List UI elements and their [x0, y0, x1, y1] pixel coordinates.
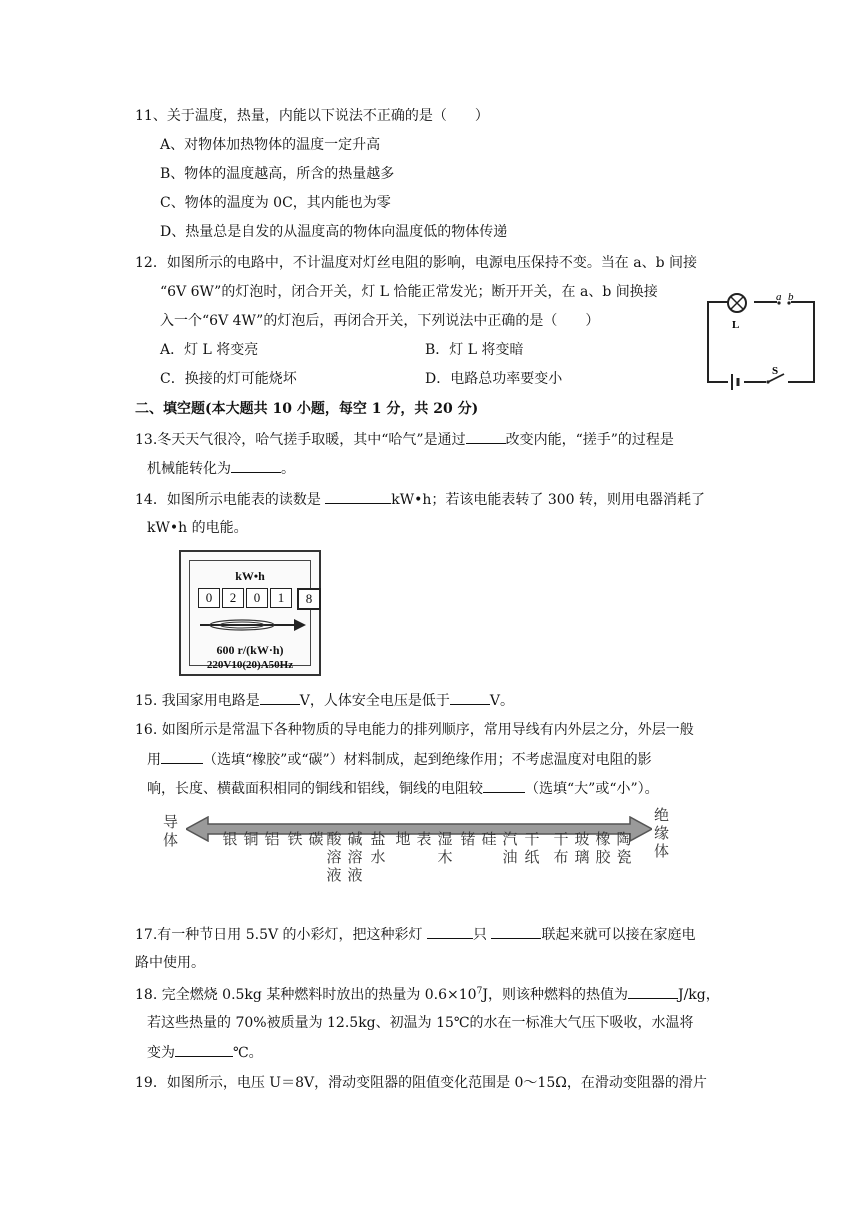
conductor-label-char: 体 [163, 831, 179, 849]
material-char: 木 [437, 848, 453, 866]
material-char: 硅 [481, 830, 497, 848]
meter-unit: kW•h [235, 569, 265, 583]
q11-option-a: A、对物体加热物体的温度一定升高 [160, 137, 381, 153]
insulator-label-char: 绝 [654, 806, 670, 824]
q18-text-a: 18. 完全燃烧 0.5kg 某种燃料时放出的热量为 0.6×10 [135, 987, 477, 1003]
q16-line1: 16. 如图所示是常温下各种物质的导电能力的排列顺序，常用导线有内外层之分，外层一般 [135, 722, 694, 738]
material-char: 锗 [460, 830, 476, 848]
q14-line2: kW•h 的电能。 [147, 520, 248, 536]
meter-revolutions: 600 r/(kW·h) [216, 643, 284, 657]
q16-text-d: （选填“大”或“小”）。 [525, 781, 659, 797]
material-label [287, 830, 303, 848]
terminal-a-label: a [776, 291, 782, 303]
material-label [243, 830, 259, 848]
material-char: 干 [553, 830, 569, 848]
q17-line2: 路中使用。 [135, 955, 205, 971]
q16-text-c: 响，长度、横截面积相同的铜线和铝线，铜线的电阻较 [147, 781, 483, 797]
q18-line3 [147, 1042, 263, 1063]
material-label [616, 830, 632, 866]
material-char: 表 [416, 830, 432, 848]
conductor-label [163, 813, 178, 849]
q18-blank-1[interactable] [628, 984, 678, 999]
material-char: 碱 [347, 830, 363, 848]
material-char: 地 [395, 830, 411, 848]
q18-line1 [135, 984, 720, 1005]
material-char: 璃 [574, 848, 590, 866]
material-char: 布 [553, 848, 569, 866]
q16-line2 [147, 749, 652, 770]
q12-circuit-diagram [700, 290, 824, 390]
q13-text-d: 。 [281, 461, 295, 477]
meter-spec: 220V10(20)A50Hz [206, 659, 294, 671]
q11-stem: 11、关于温度，热量，内能以下说法不正确的是（ ） [135, 108, 489, 124]
q13-text-b: 改变内能，“搓手”的过程是 [505, 432, 674, 448]
material-char: 橡 [595, 830, 611, 848]
material-char: 铜 [243, 830, 259, 848]
material-label [416, 830, 432, 848]
material-char: 玻 [574, 830, 590, 848]
q18-exponent: 7 [476, 986, 483, 997]
material-char: 干 [524, 830, 540, 848]
q12-option-c: C．换接的灯可能烧坏 [160, 371, 297, 387]
q14-blank-1[interactable] [325, 489, 391, 504]
material-char: 胶 [595, 848, 611, 866]
q13-text-a: 13.冬天天气很冷，哈气搓手取暖，其中“哈气”是通过 [135, 432, 466, 448]
meter-digit: 2 [222, 588, 244, 608]
meter-rotor-icon [194, 615, 310, 635]
insulator-label-char: 缘 [654, 824, 670, 842]
q16-line3 [147, 778, 659, 799]
q12-option-a: A．灯 L 将变亮 [160, 342, 259, 358]
q15-text-a: 15. 我国家用电路是 [135, 693, 260, 709]
q11-option-d: D、热量总是自发的从温度高的物体向温度低的物体传递 [160, 224, 508, 240]
q19-line1: 19．如图所示，电压 U＝8V，滑动变阻器的阻值变化范围是 0～15Ω，在滑动变阻器的滑片 [135, 1075, 707, 1091]
terminal-b-label: b [788, 291, 794, 303]
q16-blank-1[interactable] [161, 749, 203, 764]
q11-option-c-tail: C，其内能也为零 [282, 195, 391, 211]
material-label [502, 830, 518, 866]
material-char: 液 [347, 866, 363, 884]
q18-text-e: ℃。 [233, 1045, 263, 1061]
material-char: 瓷 [616, 848, 632, 866]
material-char: 铝 [264, 830, 280, 848]
meter-digit-decimal: 8 [297, 588, 321, 610]
q17-blank-1[interactable] [427, 924, 473, 939]
material-label [595, 830, 611, 866]
section-2-title: 二、填空题(本大题共 10 小题，每空 1 分，共 20 分) [135, 401, 479, 417]
meter-digits [198, 588, 323, 610]
material-char: 纸 [524, 848, 540, 866]
material-char: 碳 [308, 830, 324, 848]
material-char: 银 [222, 830, 238, 848]
q14-text-b: kW•h；若该电能表转了 300 转，则用电器消耗了 [391, 492, 706, 508]
material-label [370, 830, 386, 866]
q18-text-d: 变为 [147, 1045, 175, 1061]
q11-option-b: B、物体的温度越高，所含的热量越多 [160, 166, 395, 182]
q12-line1: 12．如图所示的电路中，不计温度对灯丝电阻的影响，电源电压保持不变。当在 a、b 间接 [135, 255, 698, 271]
q13-line1 [135, 429, 674, 450]
q13-blank-1[interactable] [466, 429, 506, 444]
q11-option-c [160, 193, 391, 213]
material-label [347, 830, 363, 884]
material-char: 油 [502, 848, 518, 866]
q17-line1 [135, 924, 695, 945]
q15-blank-2[interactable] [450, 690, 490, 705]
material-label [460, 830, 476, 848]
q15-line [135, 690, 514, 711]
q12-line2: “6V 6W”的灯泡时，闭合开关，灯 L 恰能正常发光；断开开关，在 a、b 间换接 [160, 284, 658, 300]
conductor-label-char: 导 [163, 813, 179, 831]
q18-text-b: J，则该种燃料的热值为 [482, 987, 628, 1003]
material-label [481, 830, 497, 848]
lamp-label: L [732, 319, 740, 331]
material-label [308, 830, 324, 848]
q12-option-d: D．电路总功率要变小 [425, 371, 563, 387]
q16-blank-2[interactable] [483, 778, 525, 793]
q14-line1 [135, 489, 705, 510]
material-label [264, 830, 280, 848]
material-char: 酸 [326, 830, 342, 848]
material-char: 汽 [502, 830, 518, 848]
meter-digit: 0 [198, 588, 220, 608]
material-label [326, 830, 342, 884]
q17-blank-2[interactable] [491, 924, 541, 939]
q15-text-b: V，人体安全电压是低于 [299, 693, 450, 709]
q13-line2 [147, 458, 295, 479]
q13-text-c: 机械能转化为 [147, 461, 231, 477]
q18-blank-2[interactable] [175, 1042, 233, 1057]
material-label [222, 830, 238, 848]
q13-blank-2[interactable] [231, 458, 281, 473]
insulator-label [654, 806, 669, 860]
q17-text-c: 联起来就可以接在家庭电 [541, 927, 696, 943]
meter-digit: 0 [246, 588, 268, 608]
q12-line3: 入一个“6V 4W”的灯泡后，再闭合开关，下列说法中正确的是（ ） [160, 313, 600, 329]
meter-panel [189, 560, 313, 671]
material-char: 铁 [287, 830, 303, 848]
material-char: 液 [326, 866, 342, 884]
material-char: 盐 [370, 830, 386, 848]
material-label [574, 830, 590, 866]
q15-blank-1[interactable] [260, 690, 300, 705]
q17-text-b: 只 [473, 927, 492, 943]
q14-text-a: 14．如图所示电能表的读数是 [135, 492, 326, 508]
material-label [395, 830, 411, 848]
q16-text-b: （选填“橡胶”或“碳”）材料制成，起到绝缘作用；不考虑温度对电阻的影 [203, 752, 652, 768]
q18-line2: 若这些热量的 70%被质量为 12.5kg、初温为 15℃的水在一标准大气压下吸收，水温将 [147, 1015, 694, 1031]
switch-label: S [772, 365, 779, 377]
q15-text-c: V。 [489, 693, 514, 709]
insulator-label-char: 体 [654, 842, 670, 860]
material-char: 湿 [437, 830, 453, 848]
q16-text-a: 用 [147, 752, 161, 768]
material-label [437, 830, 453, 866]
q17-text-a: 17.有一种节日用 5.5V 的小彩灯，把这种彩灯 [135, 927, 427, 943]
material-label [553, 830, 569, 866]
q11-option-c-text: C、物体的温度为 0 [160, 195, 283, 211]
material-char: 陶 [616, 830, 632, 848]
material-char: 溶 [326, 848, 342, 866]
meter-digit: 1 [270, 588, 292, 608]
material-label [524, 830, 540, 866]
q18-text-c: J/kg， [677, 987, 720, 1003]
material-char: 溶 [347, 848, 363, 866]
electric-meter-figure [179, 550, 321, 676]
material-char: 水 [370, 848, 386, 866]
q12-option-b: B．灯 L 将变暗 [425, 342, 524, 358]
